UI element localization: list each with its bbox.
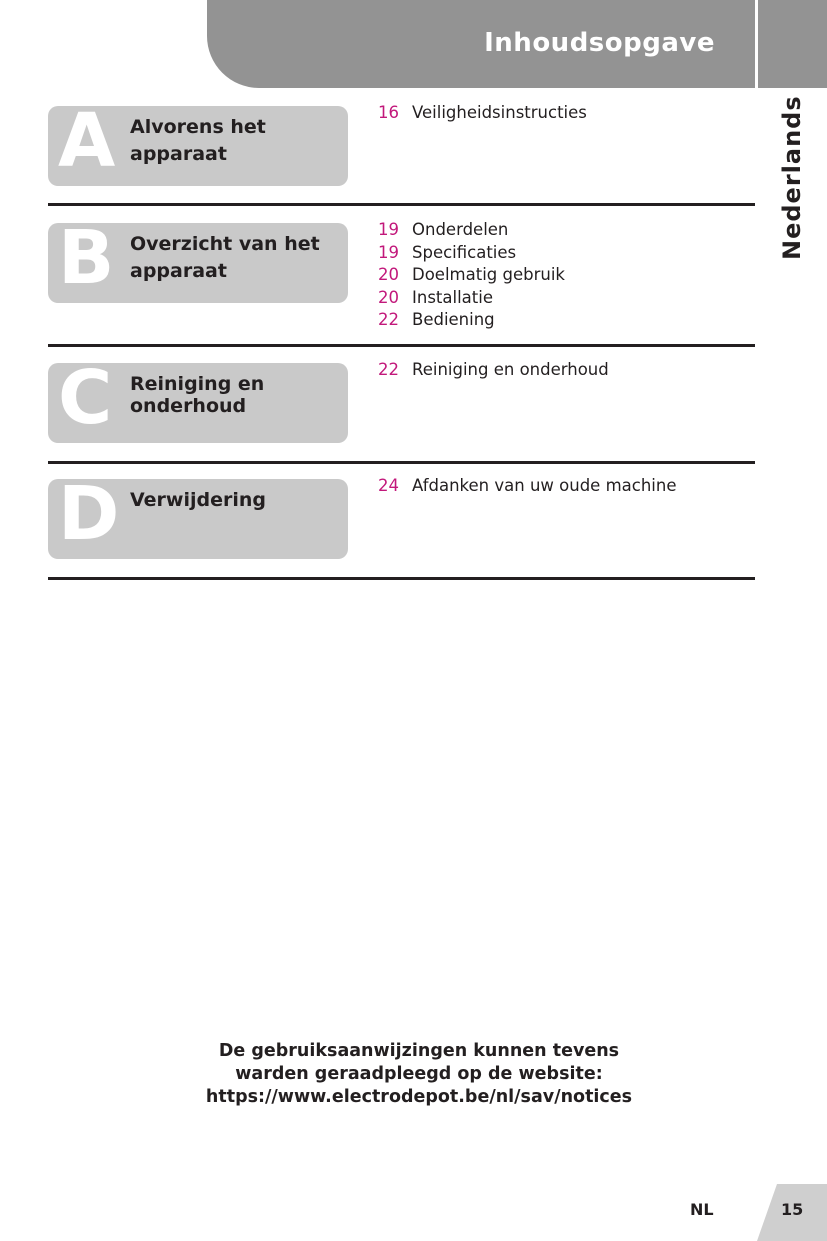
entry-label: Installatie [412,287,493,307]
section-title: Alvorens het apparaat [130,116,266,165]
page-title: Inhoudsopgave [484,28,715,58]
entry-label: Afdanken van uw oude machine [412,476,677,495]
header-tab-edge [758,0,827,88]
toc-entries [378,359,609,382]
toc-section-d [48,476,755,580]
toc-entry[interactable] [378,359,609,382]
entry-label: Veiligheidsinstructies [412,103,587,122]
toc-section-a [48,103,755,206]
toc-entries [378,102,587,125]
header-tab [207,0,755,88]
footer-page-number: 15 [781,1200,804,1219]
toc-entry[interactable] [378,242,565,265]
website-url-link[interactable]: https://www.electrodepot.be/nl/sav/notices [205,1087,633,1107]
entry-label: Specificaties [412,242,517,262]
section-divider [48,461,755,464]
toc-entry[interactable] [378,219,565,242]
section-title: Verwijdering [130,489,266,511]
section-letter: D [58,479,120,557]
section-letter: C [58,363,113,441]
entry-page-number: 19 [378,242,399,262]
section-title: Overzicht van het apparaat [130,233,320,282]
section-card [48,106,348,186]
entry-label: Onderdelen [412,220,509,239]
entry-label: Bediening [412,310,495,329]
section-card [48,479,348,559]
toc-entry[interactable] [378,309,565,332]
toc-entries [378,475,676,498]
website-note-line: De gebruiksaanwijzingen kunnen tevens [218,1041,620,1061]
section-divider [48,577,755,580]
website-note [0,1040,827,1109]
toc-section-c [48,360,755,464]
toc-section-b [48,220,755,347]
section-card [48,223,348,303]
entry-page-number: 22 [378,310,399,329]
section-letter: B [58,223,115,301]
toc-entry[interactable] [378,102,587,125]
entry-page-number: 24 [378,476,399,495]
entry-label: Reiniging en onderhoud [412,360,609,379]
toc-entries [378,219,565,332]
footer-language: NL [690,1200,714,1219]
section-card [48,363,348,443]
toc-entry[interactable] [378,264,565,287]
language-side-label: Nederlands [778,95,806,260]
section-divider [48,203,755,206]
entry-page-number: 20 [378,265,399,284]
section-letter: A [58,106,116,184]
entry-page-number: 20 [378,287,399,307]
entry-label: Doelmatig gebruik [412,265,565,284]
entry-page-number: 16 [378,103,399,122]
toc-entry[interactable] [378,475,676,498]
entry-page-number: 19 [378,220,399,239]
toc-entry[interactable] [378,287,565,310]
section-divider [48,344,755,347]
section-title: Reiniging en onderhoud [130,373,265,417]
website-note-line: warden geraadpleegd op de website: [235,1064,603,1084]
entry-page-number: 22 [378,360,399,379]
